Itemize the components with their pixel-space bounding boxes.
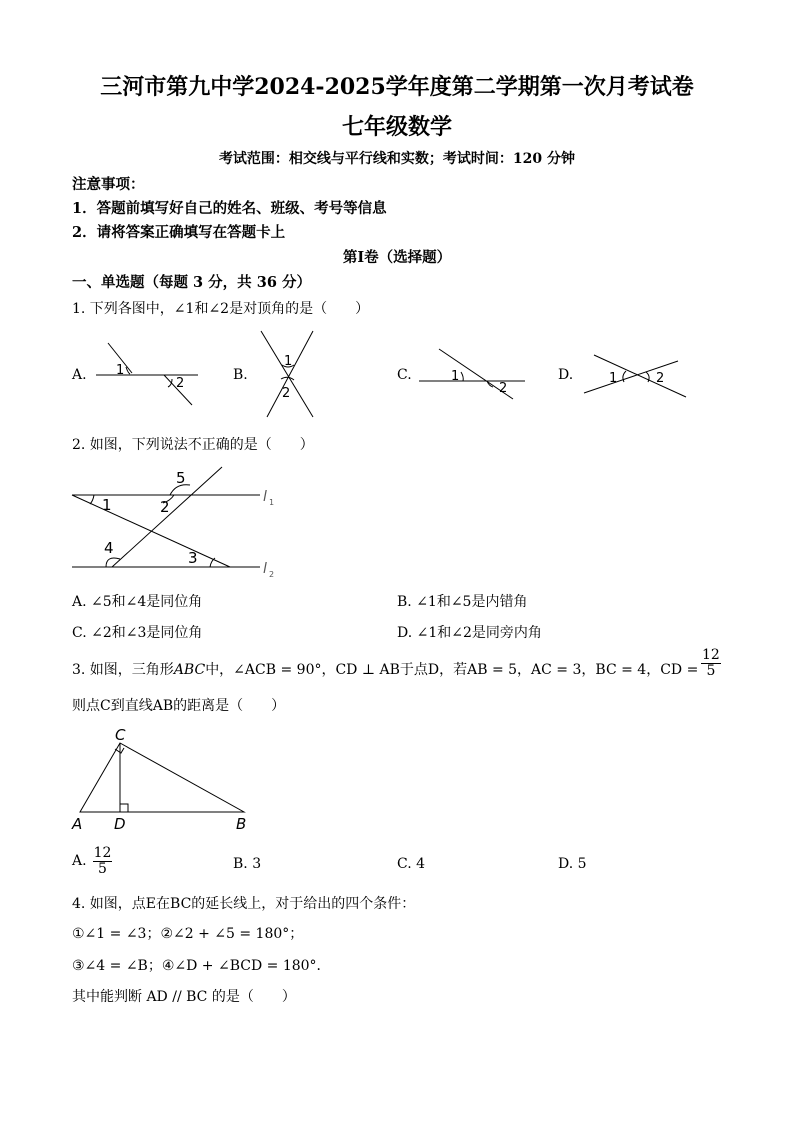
q4-conditions-1: ①∠1 = ∠3；②∠2 + ∠5 = 180°； bbox=[72, 926, 304, 942]
angle-label-1: 1 bbox=[609, 371, 618, 386]
q3-stem-prefix: 3. 如图，三角形 bbox=[72, 662, 174, 678]
angle-label-2: 2 bbox=[499, 381, 508, 396]
q1-option-c: C. bbox=[397, 367, 412, 383]
q2-option-a: A. ∠5和∠4是同位角 bbox=[72, 594, 203, 610]
q1-figure-c bbox=[415, 343, 530, 403]
line-l1-subscript: 1 bbox=[269, 498, 275, 507]
angle-label-1: 1 bbox=[116, 363, 125, 378]
notes-item-1: 1．答题前填写好自己的姓名、班级、考号等信息 bbox=[72, 200, 387, 217]
notes-item-2: 2．请将答案正确填写在答题卡上 bbox=[72, 224, 286, 241]
q3-cd-fraction bbox=[701, 648, 721, 678]
q3-stem-conditions: 中，∠ACB = 90°，CD ⊥ AB于点D，若AB = 5，AC = 3，BC = 4，CD = bbox=[205, 662, 699, 678]
q1-figure-a bbox=[90, 335, 210, 410]
line-l2-subscript: 2 bbox=[269, 570, 275, 579]
angle-label-1: 1 bbox=[284, 354, 293, 369]
q2-option-b: B. ∠1和∠5是内错角 bbox=[397, 594, 528, 610]
exam-scope: 考试范围：相交线与平行线和实数；考试时间：120 分钟 bbox=[218, 151, 576, 167]
q1-option-b: B. bbox=[233, 367, 248, 383]
q3-triangle-name: ABC bbox=[173, 662, 206, 678]
q2-label-5: 5 bbox=[176, 469, 186, 487]
q1-figure-d bbox=[578, 345, 693, 405]
q3-line2: 则点C到直线AB的距离是（ ） bbox=[72, 698, 286, 714]
q3-stem bbox=[72, 659, 698, 679]
angle-label-2: 2 bbox=[282, 386, 291, 401]
volume-heading: 第Ⅰ卷（选择题） bbox=[342, 249, 452, 266]
q2-option-d: D. ∠1和∠2是同旁内角 bbox=[397, 625, 542, 641]
exam-subtitle: 七年级数学 bbox=[341, 114, 452, 140]
vertex-a-label: A bbox=[72, 815, 83, 833]
line-l2-label: l bbox=[263, 561, 267, 577]
part1-heading: 一、单选题（每题 3 分，共 36 分） bbox=[72, 274, 311, 291]
vertex-c-label: C bbox=[115, 726, 126, 744]
q4-question: 其中能判断 AD // BC 的是（ ） bbox=[72, 989, 296, 1005]
exam-title: 三河市第九中学2024-2025学年度第二学期第一次月考试卷 bbox=[100, 74, 694, 100]
q2-label-4: 4 bbox=[104, 539, 114, 557]
q3-option-a-numerator: 12 bbox=[93, 845, 112, 861]
q1-figure-b bbox=[255, 325, 325, 425]
q2-label-2: 2 bbox=[160, 498, 170, 516]
q3-triangle-figure bbox=[70, 725, 260, 835]
angle-label-1: 1 bbox=[451, 369, 460, 384]
q2-figure bbox=[70, 465, 290, 580]
q3-option-a-denominator: 5 bbox=[98, 860, 107, 877]
angle-label-2: 2 bbox=[656, 371, 665, 386]
line-l1-label: l bbox=[263, 489, 267, 505]
notes-heading: 注意事项： bbox=[72, 176, 145, 193]
q1-option-a: A. bbox=[72, 367, 87, 383]
q3-option-b: B. 3 bbox=[233, 856, 262, 872]
q2-label-3: 3 bbox=[188, 549, 198, 567]
q3-option-d: D. 5 bbox=[558, 856, 587, 872]
q3-cd-denominator: 5 bbox=[706, 662, 716, 679]
q1-option-d: D. bbox=[558, 367, 574, 383]
q2-label-1: 1 bbox=[102, 496, 112, 514]
q3-option-a bbox=[72, 846, 112, 876]
q1-stem: 1. 下列各图中，∠1和∠2是对顶角的是（ ） bbox=[72, 301, 370, 317]
q4-stem: 4. 如图，点E在BC的延长线上，对于给出的四个条件： bbox=[72, 896, 416, 912]
angle-label-2: 2 bbox=[176, 376, 185, 391]
q4-conditions-2: ③∠4 = ∠B；④∠D + ∠BCD = 180°． bbox=[72, 958, 331, 974]
q3-cd-numerator: 12 bbox=[702, 647, 720, 663]
q2-option-c: C. ∠2和∠3是同位角 bbox=[72, 625, 203, 641]
vertex-d-label: D bbox=[114, 815, 126, 833]
q3-option-a-prefix: A. bbox=[72, 853, 87, 870]
q2-stem: 2. 如图，下列说法不正确的是（ ） bbox=[72, 437, 314, 453]
vertex-b-label: B bbox=[236, 815, 247, 833]
q3-option-c: C. 4 bbox=[397, 856, 426, 872]
